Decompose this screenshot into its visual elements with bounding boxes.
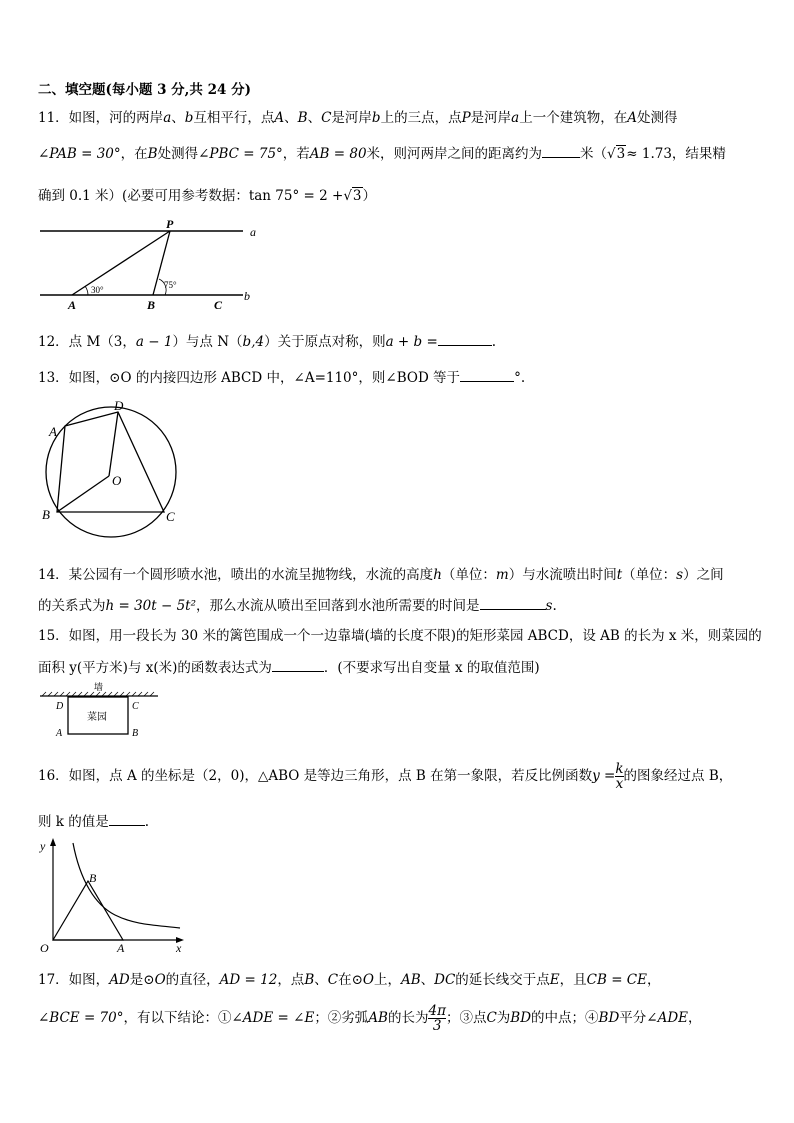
q12-text: . — [491, 334, 497, 350]
q11-text: 11．如图，河的两岸 — [38, 110, 164, 126]
q11-var: a — [511, 110, 520, 126]
q12-text: ）与点 N（ — [172, 334, 243, 350]
q17-math: AD = 12 — [219, 972, 278, 988]
q17-text: ，且 — [559, 972, 587, 988]
q11-text: 、 — [307, 110, 322, 126]
q11-var: C — [321, 110, 332, 126]
q14-text: . — [552, 598, 557, 614]
q11-var: B — [147, 146, 158, 162]
q12-math: a − 1 — [135, 334, 173, 350]
label-x: x — [176, 941, 182, 955]
q11-var: B — [297, 110, 308, 126]
label-wall: 墙 — [94, 682, 104, 692]
q15-line1: 15．如图，用一段长为 30 米的篱笆围成一个一边靠墙(墙的长度不限)的矩形菜园 ABCD，设 AB 的长为 x 米，则菜园的 — [38, 628, 762, 644]
q17-math: ∠BCE = 70° — [38, 1010, 124, 1027]
sqrt-symbol: √ — [607, 146, 616, 162]
q17-text: 的长为 — [387, 1010, 429, 1027]
q11-radicand: 3 — [616, 146, 626, 162]
q17-var: E — [549, 972, 560, 988]
q17-arc-bd: BD — [510, 1010, 532, 1027]
q12-text: ）关于原点对称，则 — [264, 334, 386, 350]
label-a: A — [117, 941, 125, 955]
q14-text: ）之间 — [683, 567, 724, 583]
q17-text: ，点 — [277, 972, 305, 988]
label-a: A — [49, 424, 57, 439]
label-75deg: 75° — [164, 280, 177, 290]
q17-arc-ab: AB — [368, 1010, 388, 1027]
q14-var: s — [545, 598, 553, 614]
q12-math: b,4 — [242, 334, 265, 350]
triangle-abo — [53, 881, 123, 940]
q14-text: 14．某公园有一个圆形喷水池，喷出的水流呈抛物线，水流的高度 — [38, 567, 434, 583]
q11-text: 上一个建筑物，在 — [519, 110, 628, 126]
label-c: C — [132, 701, 139, 712]
q17-text: 17．如图， — [38, 972, 110, 988]
q14-text: （单位： — [441, 567, 496, 583]
q14-var: m — [495, 567, 509, 583]
label-a: A — [56, 728, 63, 739]
label-p: P — [166, 217, 174, 231]
q17-numerator: 4π — [428, 1003, 446, 1019]
q14-var: h — [433, 567, 442, 583]
q11-math: AB = 80 — [309, 146, 367, 162]
label-b: B — [89, 871, 97, 885]
q17-var: B — [304, 972, 315, 988]
q11-math: tan 75° = 2 + — [248, 188, 344, 204]
label-c-point: C — [214, 298, 223, 312]
q17-var: O — [154, 972, 166, 988]
q11-text: 是河岸 — [470, 110, 512, 126]
q11-radicand: 3 — [352, 188, 362, 204]
q12-math: a + b = — [385, 334, 438, 350]
q14-text: ，那么水流从喷出至回落到水池所需要的时间是 — [196, 598, 480, 614]
q16-text: . — [144, 814, 150, 830]
q11-text: 、 — [171, 110, 185, 126]
q11-math: ≈ 1.73 — [626, 146, 672, 162]
label-garden: 菜园 — [87, 712, 107, 723]
label-b: B — [132, 728, 139, 739]
q17-math: ∠ADE = ∠E — [231, 1010, 315, 1027]
q11-text: 上的三点，点 — [380, 110, 462, 126]
q17-math: CB = CE — [586, 972, 647, 988]
q17-text: 在⊙ — [338, 972, 363, 988]
q11-text: 处测得 — [157, 146, 199, 162]
q14-text: 的关系式为 — [38, 598, 106, 614]
q11-text: 是河岸 — [331, 110, 372, 126]
q11-text: 米（ — [580, 146, 608, 162]
q11-math: ∠PBC = 75° — [198, 146, 283, 162]
q15-text: 面积 y(平方米)与 x(米)的函数表达式为 — [38, 660, 272, 676]
q17-text: ， — [688, 1010, 702, 1027]
q16-denominator: x — [615, 776, 624, 793]
hyperbola-curve — [73, 843, 180, 928]
q16-math: y = — [592, 768, 616, 785]
q15-text: ．(不要求写出自变量 x 的取值范围) — [323, 660, 540, 676]
y-axis-arrow — [50, 838, 56, 846]
q11-text: 处测得 — [636, 110, 678, 126]
label-c: C — [166, 509, 175, 524]
q11-text: ，结果精 — [671, 146, 726, 162]
q17-math: ∠ADE — [646, 1010, 689, 1027]
q11-text: 互相平行，点 — [193, 110, 275, 126]
q14-text: （单位： — [622, 567, 677, 583]
q17-var: DC — [434, 972, 456, 988]
q17-text: 、 — [314, 972, 328, 988]
q11-var: b — [184, 110, 194, 126]
q11-text: 确到 0.1 米）(必要可用参考数据： — [38, 188, 249, 204]
q17-line1 — [38, 968, 660, 988]
q11-text: ，若 — [282, 146, 310, 162]
q17-text: 的直径， — [165, 972, 220, 988]
label-y: y — [40, 839, 46, 853]
q17-text: 是⊙ — [129, 972, 155, 988]
q17-var: O — [362, 972, 374, 988]
q16-text: 16．如图，点 A 的坐标是（2，0)，△ABO 是等边三角形，点 B 在第一象限，若反比例函数 — [38, 768, 593, 785]
q17-var: BD — [598, 1010, 620, 1027]
section-title: 二、填空题(每小题 3 分,共 24 分) — [38, 82, 251, 98]
q17-var: AD — [109, 972, 130, 988]
q11-var: a — [163, 110, 172, 126]
q17-var: C — [486, 1010, 497, 1027]
q14-var: s — [676, 567, 684, 583]
label-b-point: B — [147, 298, 156, 312]
q17-text: 的延长线交于点 — [455, 972, 550, 988]
q12-text: 12．点 M（3， — [38, 334, 136, 350]
q11-var: A — [627, 110, 637, 126]
q13-text: °. — [514, 370, 526, 386]
q11-var: b — [371, 110, 381, 126]
label-a: a — [250, 225, 256, 239]
q17-denominator: 3 — [428, 1018, 445, 1033]
q17-text: ， — [646, 972, 661, 988]
label-b: B — [42, 507, 50, 522]
label-d: D — [56, 701, 64, 712]
q17-text: 为 — [496, 1010, 511, 1027]
q17-text: 平分 — [619, 1010, 647, 1027]
label-d: D — [114, 398, 124, 413]
q11-var: A — [274, 110, 285, 126]
q17-text: ；③点 — [445, 1010, 487, 1027]
label-o: O — [40, 941, 49, 955]
q17-text: ；②劣弧 — [314, 1010, 369, 1027]
q11-text: 米，则河两岸之间的距离约为 — [366, 146, 543, 162]
label-b: b — [244, 289, 250, 303]
q11-text: ） — [362, 188, 377, 204]
q14-var: t — [616, 567, 623, 583]
q17-text: 的中点；④ — [531, 1010, 599, 1027]
q14-math: h = 30t − 5t² — [105, 598, 197, 614]
label-a-point: A — [68, 298, 77, 312]
q11-var: P — [461, 110, 471, 126]
sqrt-symbol: √ — [343, 188, 352, 204]
q17-text: 、 — [420, 972, 435, 988]
q11-text: ，在 — [120, 146, 148, 162]
label-o: O — [112, 473, 122, 488]
q14-text: ）与水流喷出时间 — [508, 567, 617, 583]
q17-text: ，有以下结论：① — [123, 1010, 232, 1027]
q16-numerator: k — [615, 761, 624, 777]
label-30deg: 30° — [91, 285, 104, 295]
q17-text: 上， — [373, 972, 401, 988]
q17-line2 — [38, 1004, 702, 1033]
q17-fraction — [428, 1004, 445, 1033]
q17-var: C — [327, 972, 339, 988]
q13-text: 13．如图，⊙O 的内接四边形 ABCD 中，∠A=110°，则∠BOD 等于 — [38, 370, 461, 386]
q11-text: 、 — [284, 110, 298, 126]
q16-text: 的图象经过点 B， — [623, 768, 733, 785]
q17-var: AB — [400, 972, 421, 988]
q16-text: 则 k 的值是 — [38, 814, 109, 830]
q11-math: ∠PAB = 30° — [38, 146, 121, 162]
